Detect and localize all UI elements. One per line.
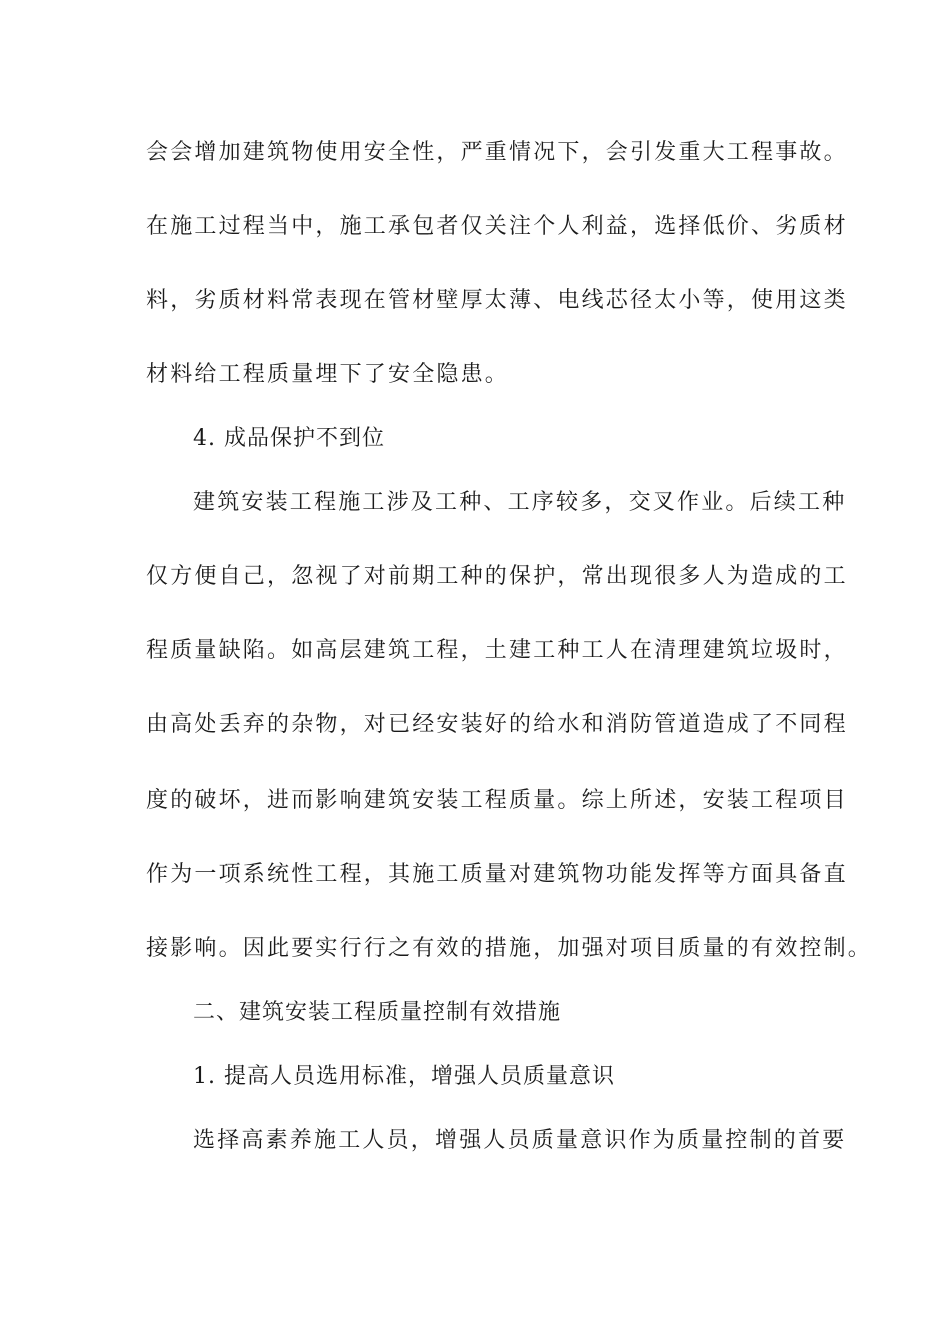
paragraph-line: 仅方便自己，忽视了对前期工种的保护，常出现很多人为造成的工 xyxy=(146,564,848,589)
paragraph-line: 建筑安装工程施工涉及工种、工序较多，交叉作业。后续工种 xyxy=(193,490,847,515)
paragraph-line: 料，劣质材料常表现在管材壁厚太薄、电线芯径太小等，使用这类 xyxy=(146,288,848,313)
subsection-heading-1: 1. 提高人员选用标准，增强人员质量意识 xyxy=(193,1064,615,1089)
paragraph-line: 材料给工程质量埋下了安全隐患。 xyxy=(146,362,510,387)
paragraph-line: 作为一项系统性工程，其施工质量对建筑物功能发挥等方面具备直 xyxy=(146,862,848,887)
paragraph-line: 会会增加建筑物使用安全性，严重情况下，会引发重大工程事故。 xyxy=(146,140,848,165)
paragraph-line: 由高处丢弃的杂物，对已经安装好的给水和消防管道造成了不同程 xyxy=(146,712,848,737)
paragraph-line: 在施工过程当中，施工承包者仅关注个人利益，选择低价、劣质材 xyxy=(146,214,848,239)
paragraph-line: 选择高素养施工人员，增强人员质量意识作为质量控制的首要 xyxy=(193,1128,847,1153)
section-heading-4: 4. 成品保护不到位 xyxy=(193,426,385,451)
paragraph-line: 度的破坏，进而影响建筑安装工程质量。综上所述，安装工程项目 xyxy=(146,788,848,813)
paragraph-line: 接影响。因此要实行行之有效的措施，加强对项目质量的有效控制。 xyxy=(146,936,873,961)
section-heading-2: 二、建筑安装工程质量控制有效措施 xyxy=(193,1000,562,1025)
paragraph-line: 程质量缺陷。如高层建筑工程，土建工种工人在清理建筑垃圾时， xyxy=(146,638,848,663)
